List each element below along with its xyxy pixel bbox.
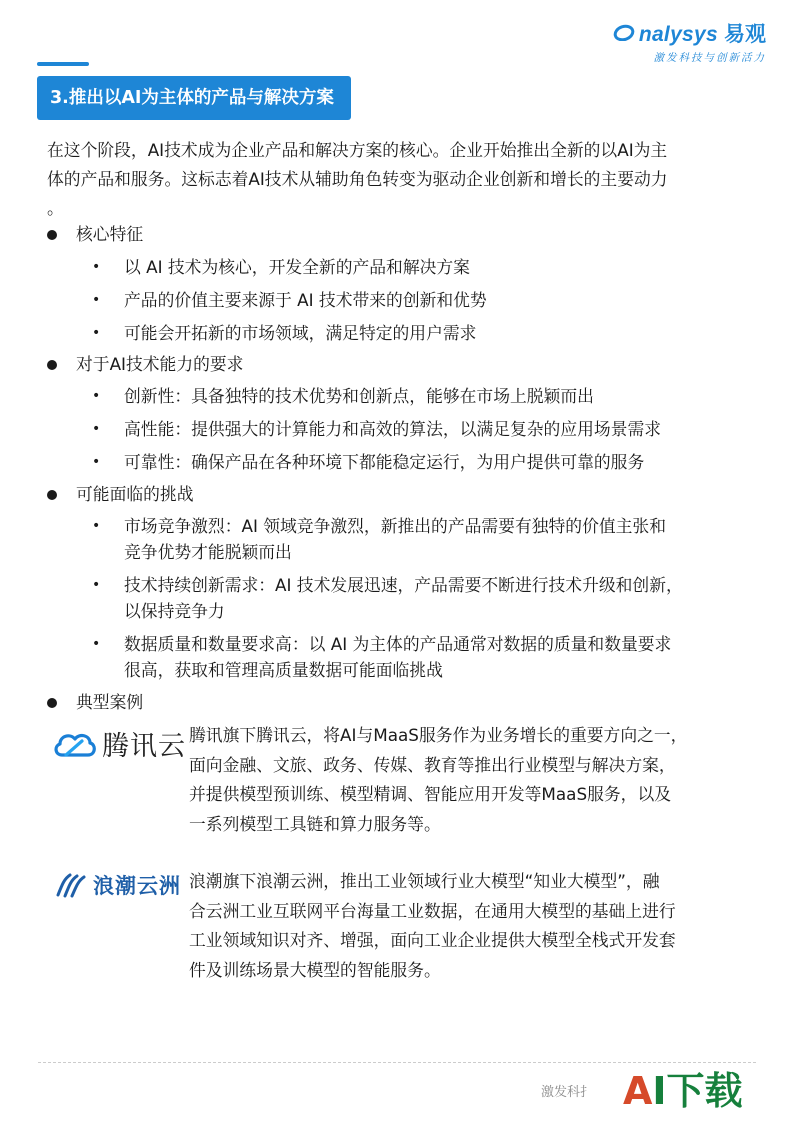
list-item-line: 市场竞争激烈：AI 领域竞争激烈，新推出的产品需要有独特的价值主张和	[124, 516, 666, 536]
footer-divider	[38, 1062, 756, 1063]
watermark-letter-a: A	[623, 1069, 653, 1113]
case-description	[189, 721, 745, 839]
list-item	[92, 287, 742, 313]
list-item	[92, 254, 742, 280]
sub-bullet: •	[92, 636, 101, 652]
sub-bullet: •	[92, 577, 101, 593]
bullet-dot	[47, 230, 57, 240]
list-item-text	[124, 631, 742, 683]
sub-bullet: •	[92, 454, 101, 470]
case-description	[189, 867, 745, 985]
intro-line: 体的产品和服务。这标志着AI技术从辅助角色转变为驱动企业创新和增长的主要动力	[47, 169, 668, 189]
case-line: 并提供模型预训练、模型精调、智能应用开发等MaaS服务，以及	[189, 784, 672, 804]
list-item	[92, 631, 742, 683]
bullet-heading-text: 典型案例	[76, 692, 144, 712]
sub-bullet: •	[92, 259, 101, 275]
bullet-dot	[47, 698, 57, 708]
brand-slogan: 激发科技与创新活力	[653, 52, 766, 64]
case-line: 一系列模型工具链和算力服务等。	[189, 813, 441, 834]
bullet-heading-text: 核心特征	[76, 224, 144, 244]
bullet-heading-text: 对于AI技术能力的要求	[76, 354, 244, 374]
bullet-heading	[47, 480, 193, 509]
footer-text: 激发科扌	[541, 1085, 594, 1100]
bullet-heading-text: 可能面临的挑战	[76, 484, 194, 504]
brand-name-en: nalysys	[638, 23, 718, 46]
list-item-line: 以保持竞争力	[124, 601, 225, 621]
list-item-text: 可能会开拓新的市场领域，满足特定的用户需求	[124, 323, 477, 343]
case-line: 面向金融、文旅、政务、传媒、教育等推出行业模型与解决方案，	[189, 754, 676, 775]
list-item	[92, 383, 742, 409]
list-item-line: 数据质量和数量要求高：以 AI 为主体的产品通常对数据的质量和数量要求	[124, 634, 672, 654]
heading-accent-line	[37, 62, 89, 66]
bullet-heading	[47, 688, 143, 717]
wave-icon	[54, 871, 88, 899]
sub-bullet: •	[92, 325, 101, 341]
case-line: 浪潮旗下浪潮云洲，推出工业领域行业大模型“知业大模型”，融	[189, 871, 660, 891]
sub-bullet: •	[92, 292, 101, 308]
intro-paragraph	[47, 136, 747, 223]
tencent-cloud-logo	[52, 724, 186, 763]
case-line: 合云洲工业互联网平台海量工业数据，在通用大模型的基础上进行	[189, 900, 676, 921]
case-line: 件及训练场景大模型的智能服务。	[189, 959, 441, 980]
brand-name-cn: 易观	[724, 22, 766, 46]
list-item	[92, 449, 742, 475]
list-item-line: 很高，获取和管理高质量数据可能面临挑战	[124, 660, 443, 680]
case-line: 工业领域知识对齐、增强，面向工业企业提供大模型全栈式开发套	[189, 930, 676, 950]
list-item-line: 竞争优势才能脱颖而出	[124, 542, 292, 562]
watermark-text: I下载	[652, 1069, 743, 1113]
cloud-icon	[52, 728, 96, 760]
list-item	[92, 572, 742, 624]
bullet-dot	[47, 360, 57, 370]
section-title: 3.推出以AI为主体的产品与解决方案	[37, 76, 351, 120]
intro-line: 在这个阶段，AI技术成为企业产品和解决方案的核心。企业开始推出全新的以AI为主	[47, 140, 668, 160]
list-item-text	[124, 572, 742, 624]
list-item-text: 以 AI 技术为核心，开发全新的产品和解决方案	[124, 257, 470, 277]
sub-bullet: •	[92, 421, 101, 437]
list-item-text: 高性能：提供强大的计算能力和高效的算法，以满足复杂的应用场景需求	[124, 419, 662, 439]
footer-watermark	[623, 1068, 743, 1114]
list-item	[92, 320, 742, 346]
bullet-dot	[47, 490, 57, 500]
inspur-yunzhou-logo	[54, 870, 181, 900]
list-item-text: 产品的价值主要来源于 AI 技术带来的创新和优势	[124, 290, 487, 310]
list-item-text: 可靠性：确保产品在各种环境下都能稳定运行，为用户提供可靠的服务	[124, 452, 645, 472]
case-line: 腾讯旗下腾讯云，将AI与MaaS服务作为业务增长的重要方向之一，	[189, 725, 688, 745]
inspur-yunzhou-logo-text: 浪潮云洲	[93, 874, 181, 898]
list-item-line: 技术持续创新需求：AI 技术发展迅速，产品需要不断进行技术升级和创新，	[124, 575, 683, 595]
list-item-text	[124, 513, 742, 565]
list-item	[92, 416, 742, 442]
tencent-cloud-logo-text: 腾讯云	[102, 731, 186, 762]
bullet-heading	[47, 220, 143, 249]
brand-o-icon	[613, 23, 637, 41]
sub-bullet: •	[92, 388, 101, 404]
bullet-heading	[47, 350, 243, 379]
intro-line: 。	[47, 198, 64, 218]
list-item-text: 创新性：具备独特的技术优势和创新点，能够在市场上脱颖而出	[124, 386, 594, 406]
brand-logo	[613, 18, 766, 65]
list-item	[92, 513, 742, 565]
sub-bullet: •	[92, 518, 101, 534]
